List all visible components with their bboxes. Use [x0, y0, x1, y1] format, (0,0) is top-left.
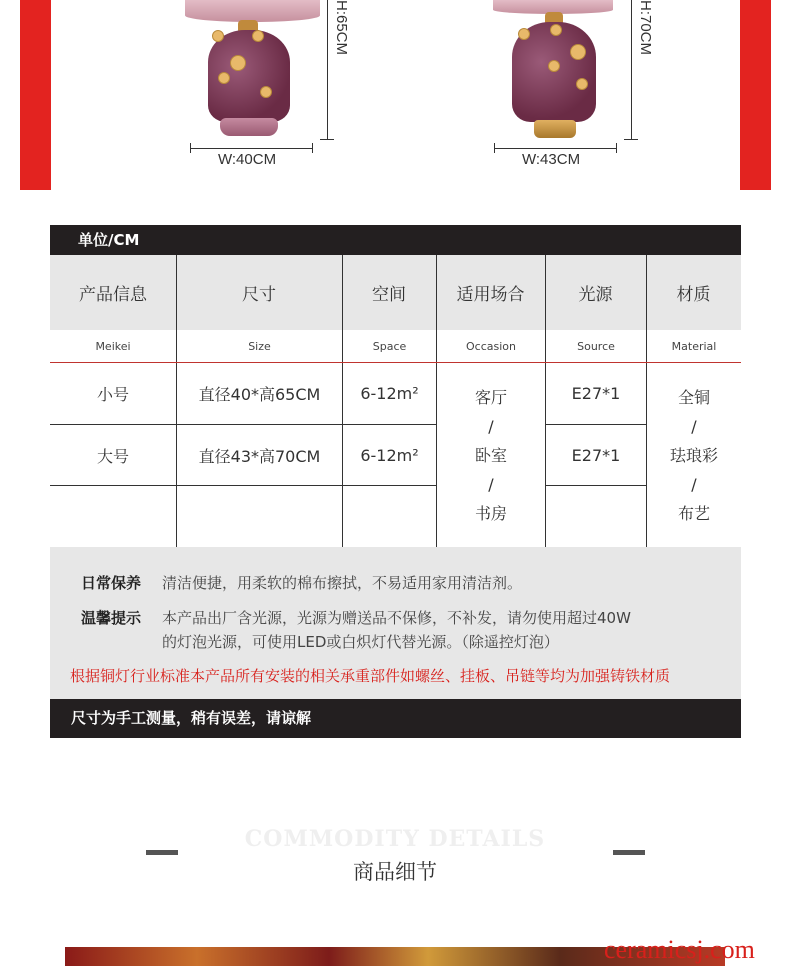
material-separator: / — [691, 416, 697, 436]
tip-text-line2: 的灯泡光源，可使用LED或白炽灯代替光源。（除遥控灯泡） — [162, 633, 559, 651]
width-label-2: W:43CM — [522, 151, 581, 168]
width-dim-line-2 — [494, 148, 616, 149]
occasion-separator: / — [488, 416, 494, 436]
subheader-material: Material — [647, 330, 741, 362]
left-red-bar — [20, 0, 51, 190]
material-item: 全铜 — [677, 387, 710, 407]
header-size: 尺寸 — [242, 285, 276, 305]
row3-space — [343, 486, 436, 547]
header-divider — [50, 362, 741, 363]
subheader-source: Source — [546, 330, 646, 362]
row1-size: 直径40*高65CM — [177, 363, 342, 424]
row1-name: 小号 — [50, 363, 176, 424]
row2-source: E27*1 — [546, 425, 646, 485]
row1-space: 6-12m² — [343, 363, 436, 424]
header-source: 光源 — [578, 285, 613, 305]
material-warning: 根据铜灯行业标准本产品所有安装的相关承重部件如螺丝、挂板、吊链等均为加强铸铁材质 — [70, 667, 671, 685]
row3-size — [177, 486, 342, 547]
left-dash — [146, 850, 178, 855]
unit-label: 单位/CM — [50, 225, 741, 255]
header-material: 材质 — [676, 285, 711, 305]
row1-source: E27*1 — [546, 363, 646, 424]
tip-label: 温馨提示 — [81, 609, 142, 627]
material-item: 珐琅彩 — [669, 445, 718, 465]
spec-table — [50, 255, 741, 547]
material-merged-cell — [647, 363, 741, 547]
occasion-item: 客厅 — [474, 387, 507, 407]
occasion-separator: / — [488, 474, 494, 494]
height-label-2: H:70CM — [637, 0, 654, 56]
height-dim-line-1 — [327, 0, 328, 140]
occasion-item: 书房 — [474, 503, 507, 523]
header-product-info: 产品信息 — [79, 285, 147, 305]
row2-space: 6-12m² — [343, 425, 436, 485]
care-text: 清洁便捷，用柔软的棉布擦拭，不易适用家用清洁剂。 — [162, 574, 523, 592]
subheader-meikei: Meikei — [50, 330, 176, 362]
height-dim-line-2 — [631, 0, 632, 140]
occasion-merged-cell — [437, 363, 545, 547]
right-dash — [613, 850, 645, 855]
section-title-en: COMMODITY DETAILS — [244, 826, 546, 852]
subheader-occasion: Occasion — [437, 330, 545, 362]
header-space: 空间 — [372, 285, 406, 305]
occasion-item: 卧室 — [474, 445, 507, 465]
subheader-space: Space — [343, 330, 436, 362]
notes-panel — [50, 547, 741, 699]
subheader-size: Size — [177, 330, 342, 362]
material-separator: / — [691, 474, 697, 494]
right-red-bar — [740, 0, 771, 190]
material-item: 布艺 — [677, 503, 710, 523]
width-dim-line-1 — [190, 148, 312, 149]
tip-text-line1: 本产品出厂含光源，光源为赠送品不保修，不补发，请勿使用超过40W — [162, 609, 631, 627]
row2-name: 大号 — [50, 425, 176, 485]
row3-source — [546, 486, 646, 547]
row2-size: 直径43*高70CM — [177, 425, 342, 485]
header-occasion: 适用场合 — [456, 285, 525, 305]
care-label: 日常保养 — [81, 574, 142, 592]
height-label-1: H:65CM — [333, 0, 350, 56]
lamp-large-image — [490, 0, 640, 150]
measurement-disclaimer: 尺寸为手工测量，稍有误差，请谅解 — [50, 699, 741, 738]
width-label-1: W:40CM — [218, 151, 277, 168]
watermark: ceramicsj.com — [604, 935, 755, 964]
row3-name — [50, 486, 176, 547]
lamp-small-image — [180, 0, 330, 150]
section-title-cn: 商品细节 — [353, 860, 437, 884]
